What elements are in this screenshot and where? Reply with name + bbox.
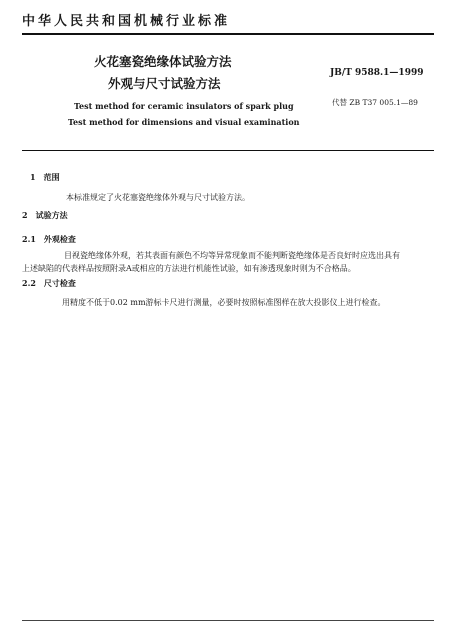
footer-rule: [22, 620, 434, 621]
section-2-1-text-line2: 上述缺陷的代表样品按照附录A或相应的方法进行机能性试验，如有渗透现象时则为不合格品。: [22, 264, 356, 273]
section-2-2-text: 用精度不低于0.02 mm游标卡尺进行测量，必要时按照标准图样在放大投影仪上进行检查。: [62, 298, 386, 307]
title-zh-line2: 外观与尺寸试验方法: [108, 76, 221, 91]
section-2-1-text-line1: 目视瓷绝缘体外观，若其表面有颜色不均等异常现象而不能判断瓷绝缘体是否良好时应选出具有: [64, 251, 400, 260]
title-zh-line1: 火花塞瓷绝缘体试验方法: [94, 54, 232, 69]
section-2-1-heading: 2.1 外观检查: [22, 234, 76, 244]
title-rule: [22, 150, 434, 151]
standard-number: JB/T 9588.1—1999: [330, 68, 424, 78]
replaces-note: 代替 ZB T37 005.1—89: [332, 98, 418, 107]
section-2-heading: 2 试验方法: [22, 210, 68, 220]
section-2-2-heading: 2.2 尺寸检查: [22, 278, 76, 288]
section-1-text: 本标准规定了火花塞瓷绝缘体外观与尺寸试验方法。: [66, 193, 250, 202]
title-en-line1: Test method for ceramic insulators of spark plug: [74, 101, 294, 111]
title-en-line2: Test method for dimensions and visual examination: [68, 117, 300, 127]
section-1-heading: 1 范围: [30, 172, 60, 182]
standard-type-heading: 中华人民共和国机械行业标准: [22, 14, 231, 29]
header-rule: [22, 33, 434, 35]
